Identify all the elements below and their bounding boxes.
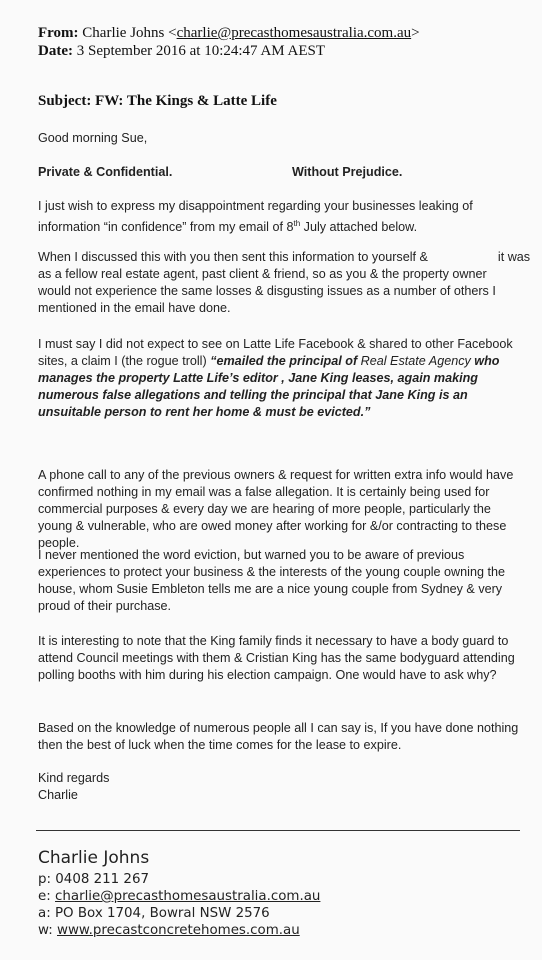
closing: Kind regards Charlie	[38, 771, 110, 802]
signature-web-link[interactable]: www.precastconcretehomes.com.au	[57, 923, 300, 938]
paragraph-2: When I discussed this with you then sent this information to yourself & it was as a fellow real estate agent, past client & friend, so as you & the property owner would not experience the same losses & disgusting issues as a number of others I mentioned in the email have done.	[38, 250, 531, 315]
date-line	[38, 43, 325, 60]
signature-email-link[interactable]: charlie@precasthomesaustralia.com.au	[55, 889, 321, 904]
greeting: Good morning Sue,	[38, 131, 148, 145]
signature-name: Charlie Johns	[38, 848, 150, 868]
email-subject: Subject: FW: The Kings & Latte Life	[38, 93, 277, 109]
paragraph-4: A phone call to any of the previous owners & request for written extra info would have confirmed nothing in my email was a false allegation. It is certainly being used for commercial purposes & every day we are hearing of more people, particularly the young & vulnerable, who are owed money after working for &/or contracting to these people.	[38, 468, 514, 550]
paragraph-6: It is interesting to note that the King family finds it necessary to have a body guard to attend Council meetings with them & Cristian King has the same bodyguard attending polling booths with him during his election campaign. One would have to ask why?	[38, 634, 515, 682]
from-email-link[interactable]: charlie@precasthomesaustralia.com.au	[176, 25, 412, 41]
date-label: Date:	[38, 43, 73, 59]
signature-divider	[36, 830, 520, 831]
paragraph-1: I just wish to express my disappointment regarding your businesses leaking of information “in confidence” from my email of 8th July attached below.	[38, 199, 473, 235]
signature-email: e: charlie@precasthomesaustralia.com.au	[38, 889, 321, 904]
paragraph-3: I must say I did not expect to see on Latte Life Facebook & shared to other Facebook sites, a claim I (the rogue troll) “emailed the principal of Real Estate Agency who manages the property Latte Life’s editor , Jane King leases, again making numerous false allegations and telling the principal that Jane King is an unsuitable person to rent her home & must be evicted.”	[38, 337, 513, 419]
without-prejudice-label: Without Prejudice.	[292, 165, 403, 179]
signature-web: w: www.precastconcretehomes.com.au	[38, 923, 300, 938]
private-confidential-label: Private & Confidential.	[38, 165, 173, 179]
signature-address: a: PO Box 1704, Bowral NSW 2576	[38, 906, 270, 921]
from-label: From:	[38, 25, 79, 41]
signature-phone: p: 0408 211 267	[38, 872, 149, 887]
paragraph-5: I never mentioned the word eviction, but warned you to be aware of previous experiences to protect your business & the interests of the young couple owning the house, whom Susie Embleton tells me are a nice young couple from Sydney & very proud of their purchase.	[38, 548, 505, 613]
date-value: 3 September 2016 at 10:24:47 AM AEST	[76, 43, 326, 59]
from-line: From: Charlie Johns <charlie@precasthomesaustralia.com.au>	[38, 25, 420, 41]
from-name: Charlie Johns	[82, 25, 165, 41]
paragraph-7: Based on the knowledge of numerous people all I can say is, If you have done nothing then the best of luck when the time comes for the lease to expire.	[38, 721, 519, 752]
